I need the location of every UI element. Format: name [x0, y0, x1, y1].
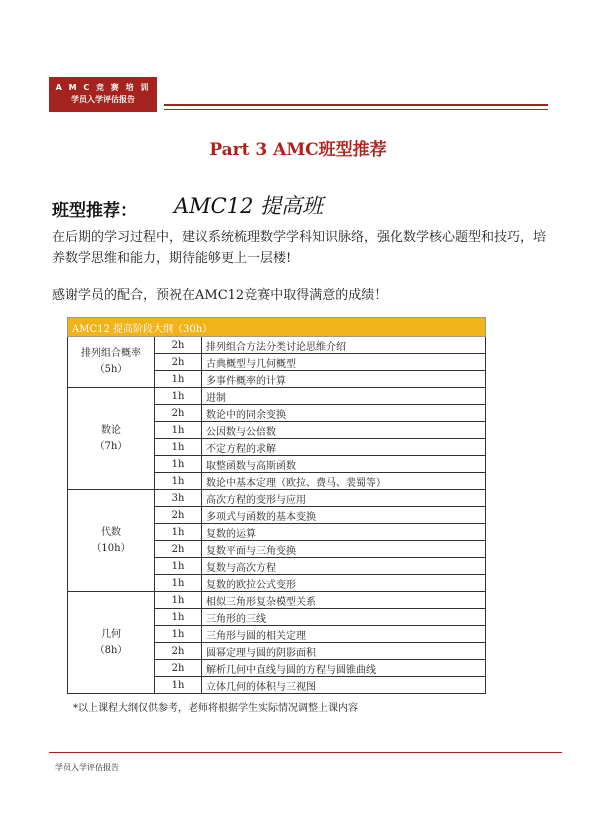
topic-group	[68, 592, 155, 694]
lesson-topic: 解析几何中直线与圆的方程与圆锥曲线	[202, 660, 486, 677]
advice-paragraph: 在后期的学习过程中，建议系统梳理数学学科知识脉络，强化数学核心题型和技巧，培养数学思维和能力，期待能够更上一层楼!	[52, 230, 547, 266]
outline-header: AMC12 提高阶段大纲（30h）	[68, 318, 486, 337]
lesson-topic: 排列组合方法分类讨论思维介绍	[202, 337, 486, 354]
lesson-topic: 圆幂定理与圆的阴影面积	[202, 643, 486, 660]
lesson-topic: 取整函数与高斯函数	[202, 456, 486, 473]
lesson-topic: 复数平面与三角变换	[202, 541, 486, 558]
lesson-hours: 1h	[155, 456, 202, 473]
outline-note: *以上课程大纲仅供参考，老师将根据学生实际情况调整上课内容	[73, 703, 358, 714]
lesson-hours: 1h	[155, 388, 202, 405]
lesson-hours: 2h	[155, 337, 202, 354]
table-row	[68, 337, 486, 354]
recommendation-label: 班型推荐：	[52, 201, 137, 221]
group-name: 排列组合概率	[81, 348, 141, 359]
lesson-hours: 2h	[155, 405, 202, 422]
lesson-hours: 1h	[155, 439, 202, 456]
group-name: 代数	[101, 526, 121, 538]
lesson-topic: 复数的欧拉公式变形	[202, 575, 486, 592]
thanks-paragraph: 感谢学员的配合，预祝在AMC12竞赛中取得满意的成绩！	[52, 288, 388, 303]
lesson-topic: 多项式与函数的基本变换	[202, 507, 486, 524]
lesson-hours: 2h	[155, 507, 202, 524]
lesson-hours: 1h	[155, 677, 202, 694]
lesson-hours: 3h	[155, 490, 202, 507]
brand-badge	[49, 77, 157, 112]
group-hours: （10h）	[91, 542, 131, 554]
lesson-topic: 进制	[202, 388, 486, 405]
group-name: 数论	[101, 424, 121, 436]
lesson-hours: 2h	[155, 541, 202, 558]
brand-line2: 学员入学评估报告	[71, 95, 135, 104]
lesson-hours: 1h	[155, 558, 202, 575]
header-rule-thin	[164, 109, 548, 110]
lesson-hours: 1h	[155, 626, 202, 643]
lesson-topic: 不定方程的求解	[202, 439, 486, 456]
brand-line1: A M C 竞 赛 培 训	[55, 83, 151, 92]
footer-text: 学员入学评估报告	[55, 763, 119, 772]
lesson-topic: 数论中基本定理（欧拉、费马、裴蜀等）	[202, 473, 486, 490]
lesson-topic: 高次方程的变形与应用	[202, 490, 486, 507]
lesson-hours: 1h	[155, 592, 202, 609]
lesson-hours: 1h	[155, 473, 202, 490]
outline-header-row	[68, 318, 486, 337]
lesson-hours: 1h	[155, 422, 202, 439]
lesson-topic: 古典概型与几何概型	[202, 354, 486, 371]
group-hours: （5h）	[94, 364, 128, 375]
lesson-topic: 复数的运算	[202, 524, 486, 541]
topic-group	[68, 490, 155, 592]
lesson-topic: 三角形的三线	[202, 609, 486, 626]
lesson-hours: 1h	[155, 524, 202, 541]
lesson-topic: 立体几何的体积与三视图	[202, 677, 486, 694]
lesson-hours: 1h	[155, 609, 202, 626]
topic-group	[68, 388, 155, 490]
lesson-hours: 2h	[155, 643, 202, 660]
lesson-hours: 2h	[155, 660, 202, 677]
lesson-topic: 多事件概率的计算	[202, 371, 486, 388]
table-row	[68, 490, 486, 507]
lesson-topic: 相似三角形复杂模型关系	[202, 592, 486, 609]
course-outline-table	[67, 317, 486, 694]
lesson-topic: 数论中的同余变换	[202, 405, 486, 422]
group-name: 几何	[101, 628, 121, 640]
lesson-hours: 2h	[155, 354, 202, 371]
lesson-topic: 复数与高次方程	[202, 558, 486, 575]
lesson-topic: 公因数与公倍数	[202, 422, 486, 439]
part-title: Part 3 AMC班型推荐	[209, 140, 387, 160]
topic-group	[68, 337, 155, 388]
lesson-hours: 1h	[155, 575, 202, 592]
footer-rule	[49, 752, 562, 753]
table-row	[68, 388, 486, 405]
header-rule	[164, 104, 548, 106]
lesson-topic: 三角形与圆的相关定理	[202, 626, 486, 643]
group-hours: （8h）	[94, 644, 128, 656]
lesson-hours: 1h	[155, 371, 202, 388]
group-hours: （7h）	[94, 440, 128, 452]
recommendation-value: AMC12 提高班	[174, 194, 324, 218]
table-row	[68, 592, 486, 609]
